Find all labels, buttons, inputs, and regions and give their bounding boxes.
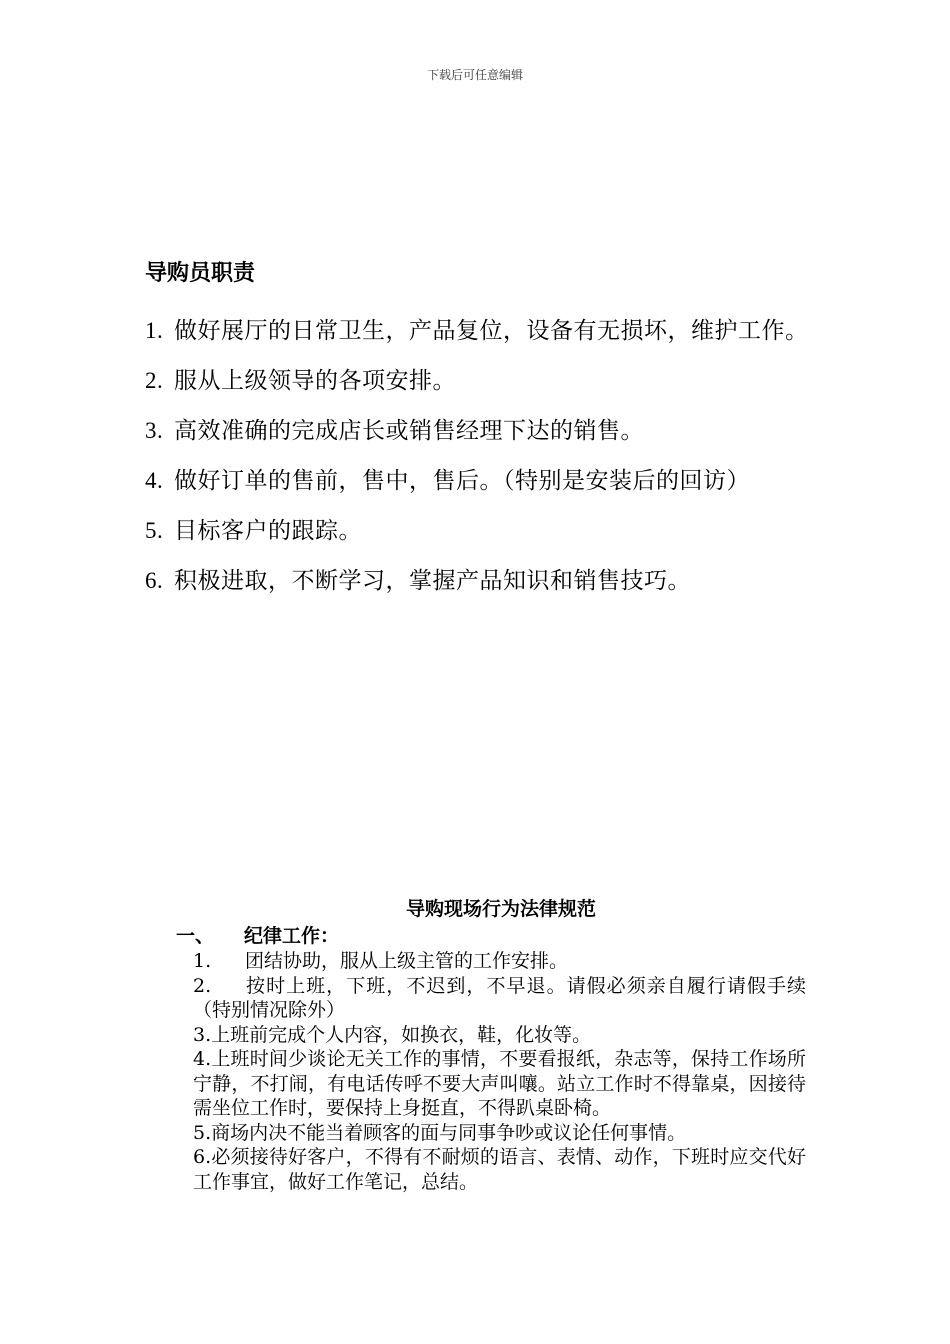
rule-item: [176, 949, 806, 974]
duty-item-number: 1.: [145, 318, 164, 343]
duty-item: [145, 556, 810, 606]
duty-item-text: 做好展厅的日常卫生，产品复位，设备有无损坏，维护工作。: [174, 318, 809, 344]
rule-item-number: 1.: [193, 950, 212, 972]
rule-item-text: 上班时间少谈论无关工作的事情，不要看报纸，杂志等，保持工作场所宁静，不打闹，有电话传呼不要大声叫嚷。站立工作时不得靠桌，因接待需坐位工作时，要保持上身挺直，不得趴桌卧椅。: [193, 1048, 806, 1119]
duty-item-number: 3.: [145, 418, 164, 443]
duty-item-number: 5.: [145, 518, 164, 543]
rule-item-text: 必须接待好客户，不得有不耐烦的语言、表情、动作，下班时应交代好工作事宜，做好工作笔记，总结。: [193, 1146, 806, 1193]
rule-item-number: 3.: [193, 1023, 212, 1046]
duty-item: [145, 306, 810, 356]
subheading-number: 一、: [176, 925, 215, 947]
duty-item-text: 高效准确的完成店长或销售经理下达的销售。: [174, 418, 644, 444]
duty-item-number: 4.: [145, 468, 164, 493]
rule-item-number: 2.: [193, 974, 212, 997]
duty-item: [145, 406, 810, 456]
duties-section: [145, 256, 810, 606]
duty-item: [145, 456, 810, 506]
rule-item-text: 按时上班，下班，不迟到，不早退。请假必须亲自履行请假手续（特别情况除外）: [193, 974, 806, 1021]
page-header-note: 下载后可任意编辑: [426, 68, 523, 82]
conduct-rules-title: 导购现场行为法律规范: [405, 898, 596, 920]
duty-item: [145, 506, 810, 556]
duty-item: [145, 356, 810, 406]
rule-item-text: 上班前完成个人内容，如换衣，鞋，化妆等。: [211, 1023, 592, 1046]
conduct-rules-section: [176, 895, 806, 1194]
duty-item-text: 服从上级领导的各项安排。: [174, 368, 456, 394]
rule-item-number: 4.: [193, 1048, 212, 1070]
discipline-subheading: [176, 923, 806, 949]
duty-item-text: 积极进取，不断学习，掌握产品知识和销售技巧。: [174, 568, 691, 594]
rule-item-text: 商场内决不能当着顾客的面与同事争吵或议论任何事情。: [211, 1121, 687, 1144]
rule-item: [176, 1047, 806, 1121]
rule-item-text: 团结协助，服从上级主管的工作安排。: [245, 950, 569, 972]
rule-item-number: 6.: [193, 1146, 212, 1168]
rule-item-number: 5.: [193, 1121, 212, 1144]
rule-item: [176, 1121, 806, 1146]
duty-item-text: 目标客户的跟踪。: [174, 518, 362, 544]
rule-item: [176, 1023, 806, 1048]
subheading-text: 纪律工作：: [244, 925, 340, 947]
duty-item-text: 做好订单的售前，售中，售后。（特别是安装后的回访）: [174, 468, 750, 494]
rule-item: [176, 974, 806, 1023]
duties-title: 导购员职责: [145, 261, 256, 286]
duty-item-number: 6.: [145, 568, 164, 593]
rule-item: [176, 1145, 806, 1194]
duty-item-number: 2.: [145, 368, 164, 393]
